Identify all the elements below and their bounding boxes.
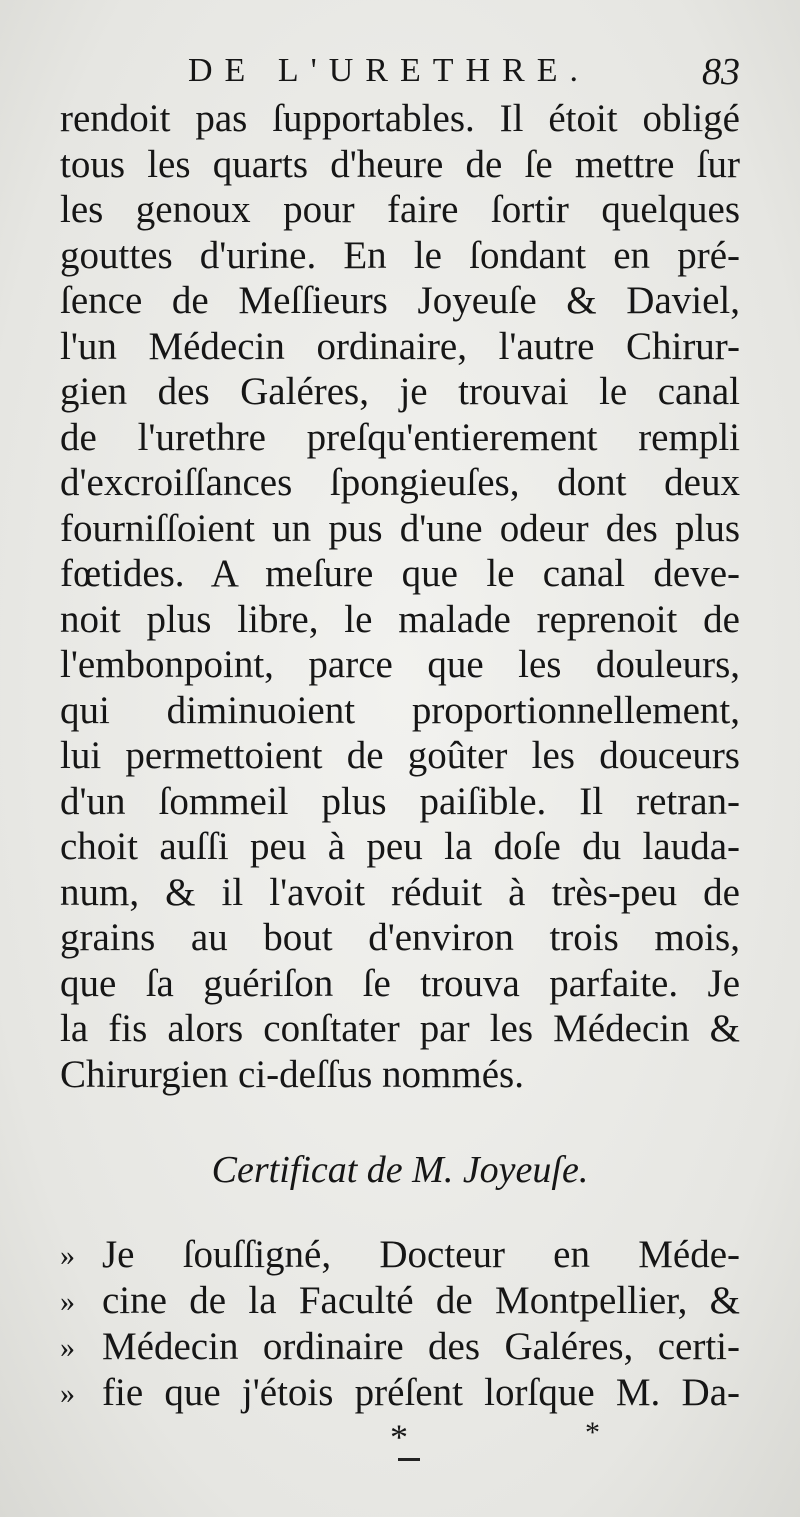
quote-mark: » [60, 1239, 75, 1272]
body-line: grains au bout d'environ trois mois, [60, 916, 740, 959]
body-line: ſence de Meſſieurs Joyeuſe & Daviel, [60, 279, 740, 322]
body-text [60, 96, 740, 1097]
running-title: DE L'URETHRE. [188, 52, 590, 89]
body-line: que ſa guériſon ſe trouva parfaite. Je [60, 961, 740, 1005]
body-line: num, & il l'avoit réduit à très-peu de [60, 870, 740, 914]
body-line: l'un Médecin ordinaire, l'autre Chirur- [60, 324, 740, 368]
certificate-quote [60, 1232, 740, 1416]
body-line: fourniſſoient un pus d'une odeur des plus [60, 506, 740, 550]
body-line: de l'urethre preſqu'entierement rempli [60, 415, 740, 459]
body-line: d'excroiſſances ſpongieuſes, dont deux [60, 461, 740, 504]
signature-rule [398, 1458, 420, 1461]
body-line: d'un ſommeil plus paiſible. Il retran- [60, 779, 740, 823]
quote-mark: » [60, 1377, 75, 1410]
signature-mark-left: * [390, 1417, 408, 1457]
body-line: tous les quarts d'heure de ſe mettre ſur [60, 142, 740, 186]
quote-line-text: Je ſouſſigné, Docteur en Méde- [102, 1233, 740, 1276]
quote-line-text: cine de la Faculté de Montpellier, & [102, 1279, 740, 1322]
body-line: l'embonpoint, parce que les douleurs, [60, 643, 740, 686]
body-line: choit auſſi peu à peu la doſe du lauda- [60, 825, 740, 868]
quote-line-text: Médecin ordinaire des Galéres, certi- [102, 1325, 740, 1368]
body-line: noit plus libre, le malade reprenoit de [60, 597, 740, 641]
quote-mark: » [60, 1285, 75, 1318]
quote-mark: » [60, 1331, 75, 1364]
body-line: gien des Galéres, je trouvai le canal [60, 370, 740, 413]
body-line: gouttes d'urine. En le ſondant en pré- [60, 233, 740, 277]
body-line: lui permettoient de goûter les douceurs [60, 734, 740, 777]
quote-line [60, 1370, 740, 1416]
quote-line [60, 1278, 740, 1324]
body-line: les genoux pour faire ſortir quelques [60, 188, 740, 231]
body-line: Chirurgien ci-deſſus nommés. [60, 1052, 524, 1096]
section-heading: Certificat de M. Joyeuſe. [211, 1149, 589, 1191]
body-line: qui diminuoient proportionnellement, [60, 688, 740, 732]
quote-line [60, 1324, 740, 1370]
body-line: fœtides. A meſure que le canal deve- [60, 552, 740, 595]
signature-mark-right: * [585, 1416, 600, 1449]
running-head [60, 52, 740, 102]
quote-line [60, 1232, 740, 1278]
page-number: 83 [702, 51, 740, 93]
quote-line-text: fie que j'étois préſent lorſque M. Da- [102, 1371, 740, 1414]
body-line: rendoit pas ſupportables. Il étoit obligé [60, 97, 740, 140]
signature-marks [390, 1416, 600, 1476]
body-line: la fis alors conſtater par les Médecin & [60, 1007, 740, 1050]
